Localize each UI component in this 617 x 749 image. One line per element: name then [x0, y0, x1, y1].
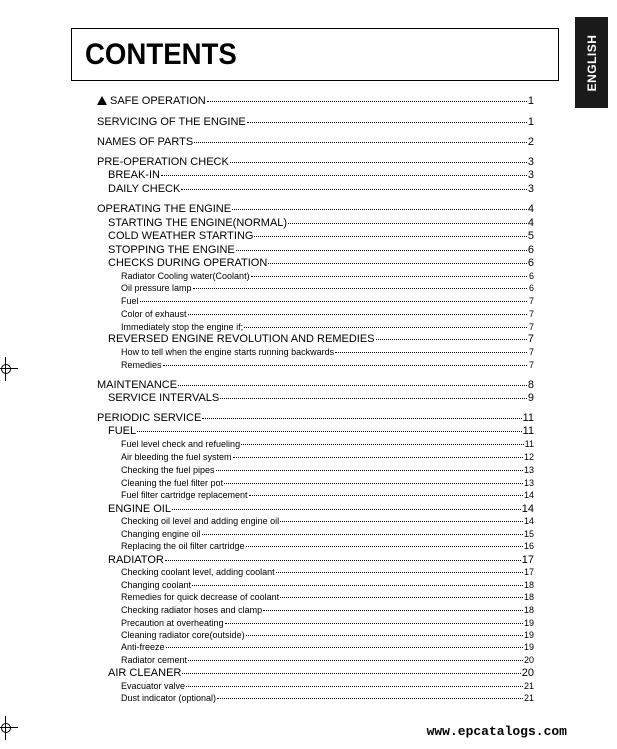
toc-entry-page-number: 1 [527, 116, 534, 128]
dot-leader [232, 209, 527, 210]
toc-entry-title [108, 183, 180, 195]
toc-entry-page-number: 2 [527, 136, 534, 148]
toc-entry-title [121, 681, 185, 691]
toc-entry-title [121, 580, 191, 590]
crosshair-registration-icon [0, 722, 12, 734]
toc-entry-text: SAFE OPERATION [110, 95, 206, 107]
toc-entry-text: Radiator Cooling water(Coolant) [121, 271, 250, 281]
toc-entry[interactable] [121, 541, 534, 551]
toc-entry-title [121, 309, 187, 319]
toc-entry-text: Remedies for quick decrease of coolant [121, 592, 280, 602]
toc-entry-title [121, 465, 215, 475]
toc-entry-text: Color of exhaust [121, 309, 187, 319]
toc-entry-title [121, 541, 245, 551]
toc-entry[interactable] [121, 490, 534, 500]
dot-leader [251, 276, 527, 277]
toc-entry-text: Radiator cement [121, 655, 188, 665]
toc-entry[interactable] [108, 667, 534, 679]
toc-entry-text: CHECKS DURING OPERATION [108, 257, 268, 269]
toc-entry[interactable] [121, 283, 534, 293]
dot-leader [137, 431, 521, 432]
toc-entry-page-number: 21 [523, 681, 534, 691]
toc-entry-title [121, 516, 279, 526]
toc-entry-text: STARTING THE ENGINE(NORMAL) [108, 217, 288, 229]
toc-entry-page-number: 18 [523, 605, 534, 615]
toc-entry-page-number: 11 [522, 425, 534, 437]
toc-entry-title [97, 156, 229, 168]
toc-entry[interactable] [121, 630, 534, 640]
toc-entry-page-number: 9 [527, 392, 534, 404]
toc-entry-title [97, 203, 231, 215]
dot-leader [178, 385, 527, 386]
toc-entry-page-number: 14 [523, 490, 534, 500]
toc-entry-page-number: 16 [523, 541, 534, 551]
toc-entry-title [121, 478, 223, 488]
toc-entry[interactable] [121, 567, 534, 577]
toc-entry-page-number: 14 [523, 516, 534, 526]
toc-entry-page-number: 7 [528, 360, 534, 370]
dot-leader [263, 610, 523, 611]
language-tab-label: ENGLISH [584, 34, 599, 91]
toc-entry-text: COLD WEATHER STARTING [108, 230, 254, 242]
dot-leader [335, 352, 527, 353]
toc-entry-text: PRE-OPERATION CHECK [97, 156, 229, 168]
toc-entry[interactable] [97, 136, 534, 148]
toc-entry-title [121, 296, 139, 306]
toc-entry[interactable] [121, 693, 534, 703]
toc-entry-text: Changing engine oil [121, 529, 201, 539]
toc-entry[interactable] [108, 257, 534, 269]
toc-entry-text: Checking coolant level, adding coolant [121, 567, 275, 577]
toc-entry-text: Cleaning the fuel filter pot [121, 478, 224, 488]
dot-leader [247, 122, 527, 123]
toc-entry-text: OPERATING THE ENGINE [97, 203, 232, 215]
toc-entry[interactable] [121, 360, 534, 370]
toc-entry-title [97, 136, 193, 148]
dot-leader [376, 339, 527, 340]
toc-entry-page-number: 20 [521, 667, 534, 679]
toc-entry-text: Checking oil level and adding engine oil [121, 516, 280, 526]
dot-leader [194, 142, 527, 143]
toc-entry-title [108, 392, 219, 404]
toc-entry-text: SERVICING OF THE ENGINE [97, 116, 246, 128]
toc-entry-title [108, 169, 160, 181]
toc-entry-text: Fuel filter cartridge replacement [121, 490, 248, 500]
toc-entry-title [121, 642, 165, 652]
dot-leader [202, 534, 523, 535]
dot-leader [220, 398, 527, 399]
toc-entry-page-number: 7 [528, 347, 534, 357]
toc-entry-text: REVERSED ENGINE REVOLUTION AND REMEDIES [108, 333, 375, 345]
toc-entry[interactable] [108, 503, 534, 515]
dot-leader [249, 495, 523, 496]
toc-entry[interactable] [97, 379, 534, 391]
toc-entry-page-number: 6 [528, 283, 534, 293]
dot-leader [140, 301, 527, 302]
toc-entry-page-number: 20 [523, 655, 534, 665]
toc-entry-text: Air bleeding the fuel system [121, 452, 232, 462]
toc-entry-text: BREAK-IN [108, 169, 160, 181]
toc-entry-page-number: 5 [527, 230, 534, 242]
toc-entry-text: How to tell when the engine starts running backwards [121, 347, 335, 357]
toc-entry-page-number: 15 [523, 529, 534, 539]
toc-entry[interactable] [121, 642, 534, 652]
toc-entry-text: NAMES OF PARTS [97, 136, 194, 148]
toc-entry-title [108, 333, 375, 345]
toc-entry-text: Dust indicator (optional) [121, 693, 217, 703]
toc-entry[interactable] [97, 412, 534, 424]
toc-entry[interactable] [121, 465, 534, 475]
toc-entry-page-number: 12 [523, 452, 534, 462]
dot-leader [165, 560, 521, 561]
crosshair-registration-icon [0, 363, 12, 375]
toc-entry[interactable] [121, 478, 534, 488]
toc-entry-title [108, 503, 171, 515]
toc-entry-page-number: 4 [527, 217, 534, 229]
toc-entry-text: MAINTENANCE [97, 379, 178, 391]
toc-entry-page-number: 6 [527, 244, 534, 256]
toc-entry-page-number: 11 [522, 412, 534, 424]
page-title: CONTENTS [85, 38, 237, 71]
dot-leader [188, 660, 523, 661]
toc-entry[interactable] [108, 425, 534, 437]
dot-leader [276, 572, 523, 573]
dot-leader [244, 327, 527, 328]
dot-leader [188, 314, 527, 315]
toc-entry[interactable] [121, 309, 534, 319]
toc-entry-text: Cleaning radiator core(outside) [121, 630, 245, 640]
dot-leader [280, 521, 523, 522]
dot-leader [217, 698, 523, 699]
toc-entry-text: Replacing the oil filter cartridge [121, 541, 245, 551]
toc-entry-page-number: 18 [523, 580, 534, 590]
dot-leader [241, 444, 524, 445]
toc-entry-title [121, 567, 275, 577]
toc-entry-page-number: 4 [527, 203, 534, 215]
dot-leader [163, 365, 527, 366]
toc-entry-title [121, 347, 334, 357]
toc-entry-text: PERIODIC SERVICE [97, 412, 202, 424]
toc-entry[interactable] [121, 452, 534, 462]
dot-leader [254, 236, 526, 237]
toc-entry-title [121, 605, 262, 615]
toc-entry-title [108, 667, 181, 679]
toc-entry[interactable] [108, 183, 534, 195]
toc-entry[interactable] [97, 116, 534, 128]
toc-entry-text: Oil pressure lamp [121, 283, 192, 293]
toc-entry-text: Changing coolant [121, 580, 192, 590]
toc-entry[interactable] [108, 169, 534, 181]
toc-entry-text: AIR CLEANER [108, 667, 182, 679]
toc-entry-page-number: 7 [528, 309, 534, 319]
toc-entry-title [121, 618, 224, 628]
toc-entry[interactable] [108, 392, 534, 404]
toc-entry[interactable] [97, 156, 534, 168]
toc-entry-page-number: 7 [528, 322, 534, 332]
toc-entry-title [121, 630, 245, 640]
toc-entry[interactable] [121, 605, 534, 615]
toc-entry[interactable] [121, 655, 534, 665]
dot-leader [236, 250, 527, 251]
dot-leader [280, 597, 523, 598]
toc-entry[interactable] [108, 244, 534, 256]
toc-entry[interactable] [121, 529, 534, 539]
toc-entry-text: Precaution at overheating [121, 618, 224, 628]
dot-leader [246, 635, 523, 636]
toc-entry-text: Immediately stop the engine if; [121, 322, 244, 332]
toc-entry[interactable] [121, 296, 534, 306]
toc-entry-title [121, 439, 240, 449]
dot-leader [207, 101, 527, 102]
toc-entry-title [121, 693, 216, 703]
toc-entry[interactable] [108, 554, 534, 566]
dot-leader [182, 673, 520, 674]
toc-entry-text: ENGINE OIL [108, 503, 171, 515]
footer-url[interactable]: www.epcatalogs.com [426, 724, 567, 739]
toc-entry-title [108, 230, 253, 242]
toc-entry-page-number: 19 [523, 630, 534, 640]
toc-entry-page-number: 18 [523, 592, 534, 602]
toc-entry-text: DAILY CHECK [108, 183, 181, 195]
toc-entry-text: FUEL [108, 425, 137, 437]
toc-entry[interactable] [97, 203, 534, 215]
toc-entry[interactable] [108, 333, 534, 345]
toc-entry-text: Checking the fuel pipes [121, 465, 215, 475]
toc-entry-title [121, 490, 248, 500]
dot-leader [172, 509, 521, 510]
toc-entry-title [121, 655, 187, 665]
toc-entry-page-number: 3 [527, 183, 534, 195]
toc-entry[interactable] [121, 271, 534, 281]
toc-entry-page-number: 7 [528, 296, 534, 306]
dot-leader [161, 175, 527, 176]
toc-entry-page-number: 17 [521, 554, 534, 566]
toc-entry[interactable] [121, 322, 534, 332]
toc-entry-title [97, 412, 201, 424]
toc-entry-page-number: 19 [523, 642, 534, 652]
dot-leader [166, 647, 523, 648]
dot-leader [230, 162, 527, 163]
toc-entry-page-number: 14 [521, 503, 534, 515]
toc-entry-text: Fuel [121, 296, 139, 306]
toc-entry-page-number: 6 [527, 257, 534, 269]
dot-leader [233, 457, 523, 458]
toc-entry-page-number: 3 [527, 156, 534, 168]
toc-entry[interactable] [121, 618, 534, 628]
toc-entry-title [97, 116, 246, 128]
dot-leader [192, 585, 523, 586]
dot-leader [186, 686, 523, 687]
toc-entry[interactable] [108, 217, 534, 229]
dot-leader [268, 263, 527, 264]
toc-entry-title [108, 217, 287, 229]
toc-entry-title [121, 360, 162, 370]
toc-entry-title [97, 379, 177, 391]
toc-entry-title [121, 322, 243, 332]
toc-entry[interactable] [121, 347, 534, 357]
toc-entry-text: Fuel level check and refueling [121, 439, 241, 449]
toc-entry[interactable] [108, 230, 534, 242]
toc-entry[interactable] [121, 592, 534, 602]
toc-entry[interactable] [121, 516, 534, 526]
toc-entry-page-number: 7 [527, 333, 534, 345]
dot-leader [193, 288, 527, 289]
toc-entry-page-number: 13 [523, 478, 534, 488]
toc-entry-title [121, 271, 250, 281]
toc-entry-title [121, 592, 279, 602]
toc-entry-page-number: 6 [528, 271, 534, 281]
toc-entry-title [97, 95, 206, 107]
toc-entry-text: STOPPING THE ENGINE [108, 244, 235, 256]
toc-entry-page-number: 13 [523, 465, 534, 475]
dot-leader [288, 223, 527, 224]
toc-entry-text: Remedies [121, 360, 162, 370]
dot-leader [225, 623, 523, 624]
toc-entry[interactable] [121, 681, 534, 691]
toc-entry-text: Evacuator valve [121, 681, 186, 691]
dot-leader [224, 483, 523, 484]
dot-leader [202, 418, 521, 419]
toc-entry-title [108, 257, 267, 269]
toc-entry-page-number: 11 [524, 439, 534, 449]
dot-leader [181, 189, 527, 190]
toc-entry-title [108, 425, 136, 437]
toc-entry[interactable] [97, 95, 534, 107]
toc-entry-page-number: 21 [523, 693, 534, 703]
toc-entry-text: Anti-freeze [121, 642, 165, 652]
toc-entry-title [108, 554, 164, 566]
toc-entry-title [121, 452, 232, 462]
toc-entry-page-number: 3 [527, 169, 534, 181]
toc-entry-text: RADIATOR [108, 554, 164, 566]
toc-entry-title [121, 529, 201, 539]
toc-entry-title [121, 283, 192, 293]
dot-leader [246, 546, 523, 547]
warning-triangle-icon [97, 96, 107, 105]
toc-entry[interactable] [121, 580, 534, 590]
toc-entry-text: Checking radiator hoses and clamp [121, 605, 263, 615]
toc-entry-page-number: 1 [527, 95, 534, 107]
toc-entry-title [108, 244, 235, 256]
toc-entry-text: SERVICE INTERVALS [108, 392, 220, 404]
toc-entry[interactable] [121, 439, 534, 449]
toc-entry-page-number: 19 [523, 618, 534, 628]
dot-leader [216, 470, 523, 471]
toc-entry-page-number: 17 [523, 567, 534, 577]
toc-entry-page-number: 8 [527, 379, 534, 391]
